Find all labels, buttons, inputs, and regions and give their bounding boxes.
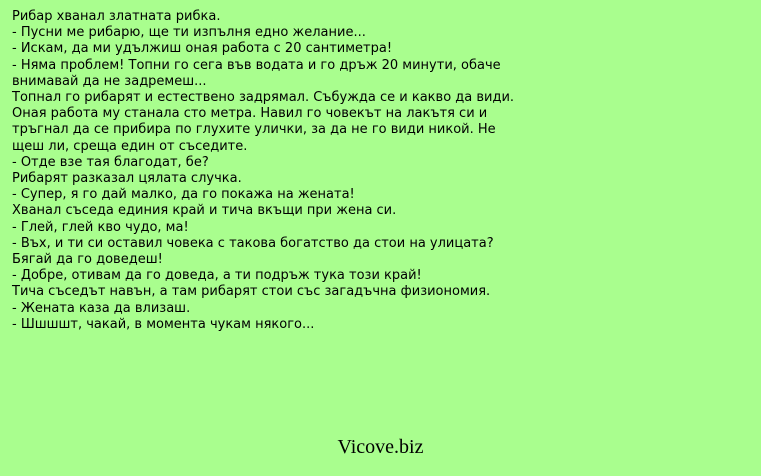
joke-line: внимавай да не задремеш... — [12, 73, 207, 89]
joke-line: - Добре, отивам да го доведа, а ти подръж тука този край! — [12, 268, 422, 284]
joke-line: Хванал съседа единия край и тича вкъщи при жена си. — [12, 203, 397, 219]
joke-line: Рибарят разказал цялата случка. — [12, 171, 242, 187]
joke-line: - Въх, и ти си оставил човека с такова богатство да стои на улицата? — [12, 235, 494, 251]
joke-line: Тича съседът навън, а там рибарят стои със загадъчна физиономия. — [12, 284, 491, 300]
joke-line: Бягай да го доведеш! — [12, 252, 163, 268]
joke-line: - Пусни ме рибарю, ще ти изпълня едно желание... — [12, 25, 366, 41]
joke-line: Оная работа му станала сто метра. Навил го човекът на лакътя си и — [12, 106, 488, 122]
joke-line: щеш ли, среща един от съседите. — [12, 138, 248, 154]
joke-line: - Супер, я го дай малко, да го покажа на жената! — [12, 187, 355, 203]
joke-line: - Отде взе тая благодат, бе? — [12, 154, 209, 170]
joke-text — [12, 9, 752, 333]
joke-line: - Искам, да ми удължиш оная работа с 20 сантиметра! — [12, 41, 393, 57]
joke-line: - Няма проблем! Топни го сега във водата и го дръж 20 минути, обаче — [12, 57, 501, 73]
joke-line: - Жената каза да влизаш. — [12, 300, 191, 316]
joke-line: - Глей, глей кво чудо, ма! — [12, 219, 189, 235]
joke-line: Топнал го рибарят и естествено задрямал. Събужда се и какво да види. — [12, 90, 515, 106]
joke-line: Рибар хванал златната рибка. — [12, 9, 221, 24]
site-watermark: Vicove.biz — [337, 436, 424, 458]
joke-line: - Шшшшт, чакай, в момента чукам някого... — [12, 316, 315, 332]
joke-line: тръгнал да се прибира по глухите улички, за да не го види никой. Не — [12, 122, 496, 138]
